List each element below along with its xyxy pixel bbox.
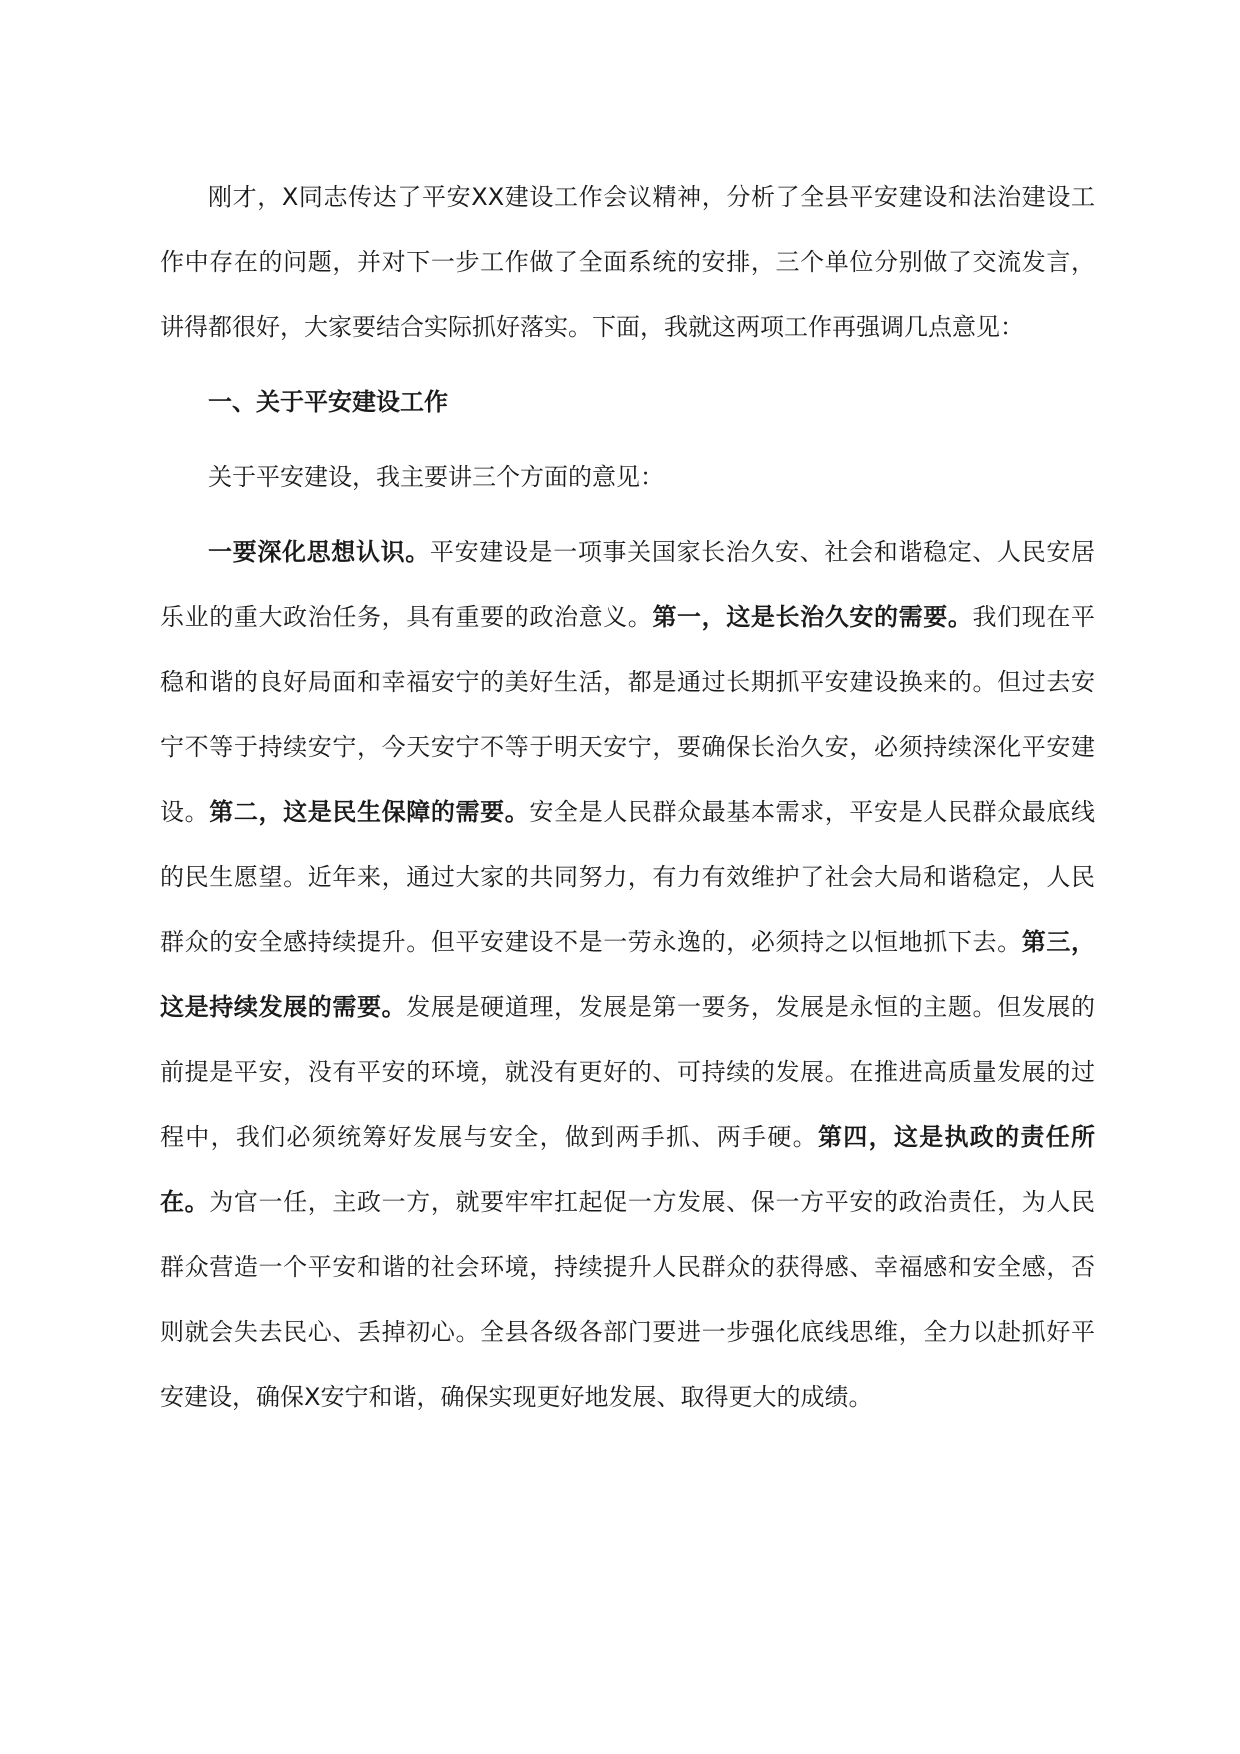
section-1-heading: 一、关于平安建设工作 [208,388,448,416]
point-1-sub-1-title: 第一，这是长治久安的需要。 [652,603,973,631]
point-1-sub-3-title: 第三，这是持续发展的需要。 [160,928,1096,1021]
point-1-lead: 一要深化思想认识。 [208,538,430,566]
point-1-sub-1-text: 我们现在平稳和谐的良好局面和幸福安宁的美好生活，都是通过长期抓平安建设换来的。但过去安宁不等于持续安宁，今天安宁不等于明天安宁，要确保长治久安，必须持续深化平安建设。 [160,603,1096,826]
point-1-sub-3-text: 发展是硬道理，发展是第一要务，发展是永恒的主题。但发展的前提是平安，没有平安的环境，就没有更好的、可持续的发展。在推进高质量发展的过程中，我们必须统筹好发展与安全，做到两手抓、两手硬。 [160,993,1096,1151]
point-1-sub-4-title: 第四，这是执政的责任所在。 [160,1123,1096,1216]
document-page [160,165,1095,1430]
point-1-sub-2-text: 安全是人民群众最基本需求，平安是人民群众最底线的民生愿望。近年来，通过大家的共同努力，有力有效维护了社会大局和谐稳定，人民群众的安全感持续提升。但平安建设不是一劳永逸的，必须持之以恒地抓下去。 [160,798,1096,956]
intro-paragraph: 刚才，X同志传达了平安XX建设工作会议精神，分析了全县平安建设和法治建设工作中存在的问题，并对下一步工作做了全面系统的安排，三个单位分别做了交流发言，讲得都很好，大家要结合实际抓好落实。下面，我就这两项工作再强调几点意见： [160,183,1095,341]
point-1-text: 平安建设是一项事关国家长治久安、社会和谐稳定、人民安居乐业的重大政治任务，具有重要的政治意义。 [160,538,1096,631]
point-1-sub-4-text: 为官一任，主政一方，就要牢牢扛起促一方发展、保一方平安的政治责任，为人民群众营造一个平安和谐的社会环境，持续提升人民群众的获得感、幸福感和安全感，否则就会失去民心、丢掉初心。全县各级各部门要进一步强化底线思维，全力以赴抓好平安建设，确保X安宁和谐，确保实现更好地发展、取得更大的成绩。 [160,1188,1096,1411]
point-1-paragraph [160,520,1095,1430]
section-1-lead-paragraph: 关于平安建设，我主要讲三个方面的意见： [208,463,664,491]
point-1-sub-2-title: 第二，这是民生保障的需要。 [209,798,530,826]
